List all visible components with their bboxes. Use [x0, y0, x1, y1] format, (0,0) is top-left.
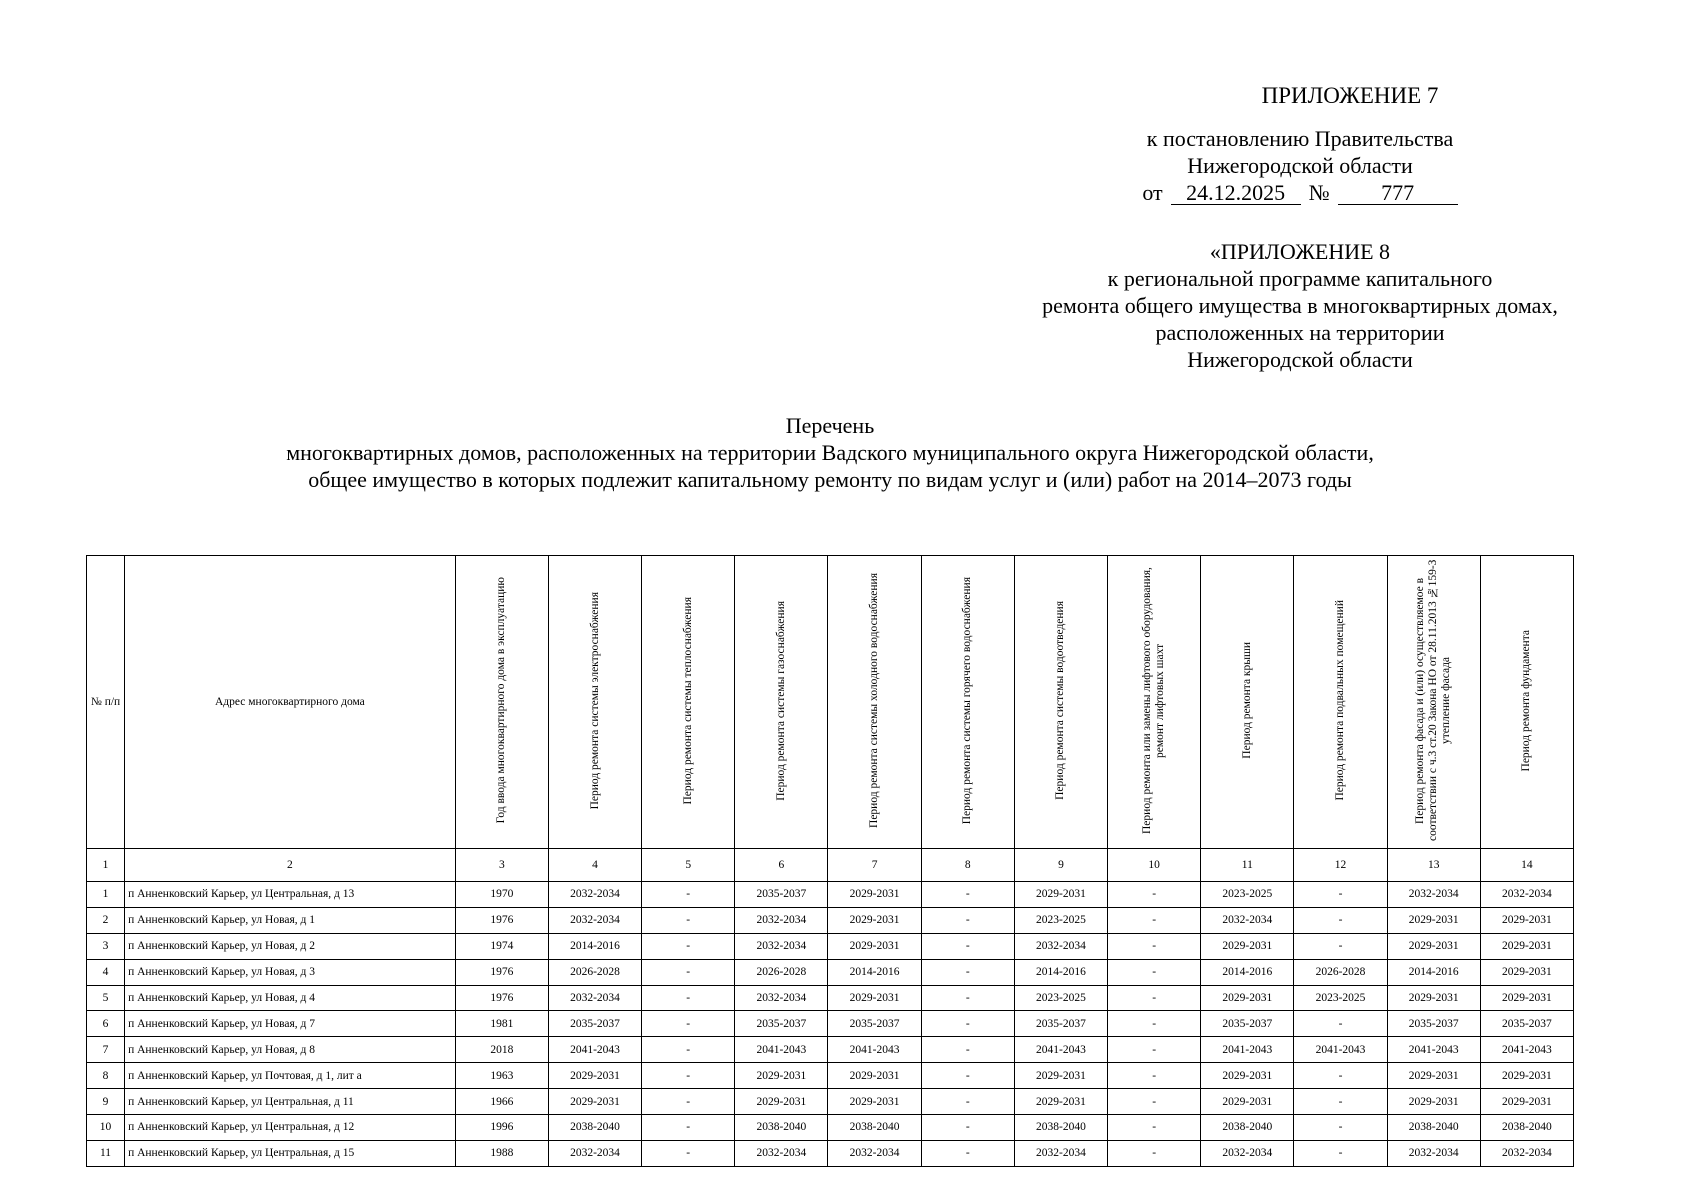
- column-number: 5: [642, 849, 735, 882]
- table-cell: 2035-2037: [1014, 1011, 1107, 1037]
- address-cell: п Анненковский Карьер, ул Почтовая, д 1, лит а: [125, 1063, 456, 1089]
- table-cell: 2032-2034: [548, 1140, 641, 1166]
- column-header-12: [1294, 556, 1387, 849]
- decree-line-2: Нижегородской области: [1187, 153, 1413, 178]
- column-header-label: Период ремонта системы холодного водоснабжения: [868, 573, 881, 828]
- address-cell: п Анненковский Карьер, ул Центральная, д 12: [125, 1115, 456, 1141]
- column-header-6: [735, 556, 828, 849]
- table-cell: 2029-2031: [828, 933, 921, 959]
- table-row: [87, 959, 1574, 985]
- table-cell: -: [1108, 985, 1201, 1011]
- row-number-cell: 8: [87, 1063, 125, 1089]
- list-title-line-1: Перечень: [785, 413, 875, 438]
- table-cell: -: [642, 1140, 735, 1166]
- column-header-label: Период ремонта подвальных помещений: [1334, 600, 1346, 801]
- table-row: [87, 933, 1574, 959]
- column-header-label: Год ввода многоквартирного дома в эксплуатацию: [495, 577, 508, 824]
- table-cell: 1970: [455, 882, 548, 908]
- table-cell: -: [642, 1063, 735, 1089]
- row-number-cell: 2: [87, 907, 125, 933]
- table-cell: -: [921, 1063, 1014, 1089]
- column-header-4: [548, 556, 641, 849]
- table-cell: 2032-2034: [735, 907, 828, 933]
- table-cell: -: [1294, 1140, 1387, 1166]
- table-row: [87, 1089, 1574, 1115]
- table-cell: 2029-2031: [1201, 1089, 1294, 1115]
- program-line-2: ремонта общего имущества в многоквартирных домах,: [1042, 293, 1558, 318]
- table-cell: 2032-2034: [1480, 1140, 1573, 1166]
- table-cell: 2038-2040: [1201, 1115, 1294, 1141]
- table-cell: 2014-2016: [1014, 959, 1107, 985]
- table-cell: 2029-2031: [1480, 985, 1573, 1011]
- table-cell: -: [921, 959, 1014, 985]
- table-cell: 2029-2031: [1201, 1063, 1294, 1089]
- table-row: [87, 985, 1574, 1011]
- row-number-cell: 7: [87, 1037, 125, 1063]
- column-header-label: Период ремонта системы горячего водоснабжения: [961, 576, 974, 825]
- column-number: 1: [87, 849, 125, 882]
- table-cell: 2029-2031: [735, 1089, 828, 1115]
- table-cell: -: [1294, 1011, 1387, 1037]
- table-cell: 2035-2037: [1201, 1011, 1294, 1037]
- appendix-title: ПРИЛОЖЕНИЕ 7: [1261, 83, 1439, 108]
- column-number: 10: [1108, 849, 1201, 882]
- table-cell: -: [921, 1011, 1014, 1037]
- table-cell: -: [921, 1037, 1014, 1063]
- column-number: 7: [828, 849, 921, 882]
- table-cell: -: [1108, 1037, 1201, 1063]
- table-cell: -: [642, 985, 735, 1011]
- table-cell: 2041-2043: [828, 1037, 921, 1063]
- table-cell: 2029-2031: [1480, 907, 1573, 933]
- table-body: [87, 882, 1574, 1167]
- column-number: 9: [1014, 849, 1107, 882]
- address-cell: п Анненковский Карьер, ул Центральная, д 13: [125, 882, 456, 908]
- table-cell: 2032-2034: [1014, 1140, 1107, 1166]
- table-cell: 2041-2043: [1201, 1037, 1294, 1063]
- table-cell: 2032-2034: [548, 907, 641, 933]
- table-cell: 2041-2043: [1387, 1037, 1480, 1063]
- table-cell: 2035-2037: [735, 1011, 828, 1037]
- decree-date-number: [1080, 179, 1520, 206]
- table-cell: -: [642, 933, 735, 959]
- table-cell: -: [1108, 1063, 1201, 1089]
- column-header-3: [455, 556, 548, 849]
- column-header-label: Период ремонта системы газоснабжения: [774, 600, 787, 801]
- table-cell: 2041-2043: [1294, 1037, 1387, 1063]
- column-number: 14: [1480, 849, 1573, 882]
- table-cell: 2029-2031: [1480, 1089, 1573, 1115]
- address-cell: п Анненковский Карьер, ул Новая, д 4: [125, 985, 456, 1011]
- table-cell: 1981: [455, 1011, 548, 1037]
- column-header-9: [1014, 556, 1107, 849]
- table-cell: 2032-2034: [735, 933, 828, 959]
- column-header-label: Период ремонта системы водоотведения: [1054, 601, 1067, 800]
- column-header-11: [1201, 556, 1294, 849]
- address-cell: п Анненковский Карьер, ул Центральная, д 15: [125, 1140, 456, 1166]
- column-header-label: Адрес многоквартирного дома: [215, 696, 365, 708]
- table-row: [87, 1115, 1574, 1141]
- table-cell: 2038-2040: [828, 1115, 921, 1141]
- table-cell: -: [1108, 1089, 1201, 1115]
- table-cell: 2029-2031: [828, 1063, 921, 1089]
- table-cell: -: [1108, 907, 1201, 933]
- table-cell: 2029-2031: [1387, 933, 1480, 959]
- table-cell: 2029-2031: [828, 882, 921, 908]
- row-number-cell: 5: [87, 985, 125, 1011]
- table-cell: 2029-2031: [1387, 985, 1480, 1011]
- table-cell: 2026-2028: [735, 959, 828, 985]
- table-cell: -: [1108, 1140, 1201, 1166]
- column-header-label: Период ремонта системы теплоснабжения: [681, 596, 694, 805]
- table-cell: 2032-2034: [828, 1140, 921, 1166]
- column-header-label: Период ремонта системы электроснабжения: [588, 591, 601, 810]
- table-cell: 1988: [455, 1140, 548, 1166]
- column-header-2: [125, 556, 456, 849]
- table-cell: 2041-2043: [1480, 1037, 1573, 1063]
- number-label: №: [1308, 180, 1330, 205]
- table-cell: 2023-2025: [1294, 985, 1387, 1011]
- table-cell: 1966: [455, 1089, 548, 1115]
- table-cell: 2035-2037: [735, 882, 828, 908]
- table-cell: 2029-2031: [828, 1089, 921, 1115]
- table-row: [87, 907, 1574, 933]
- address-cell: п Анненковский Карьер, ул Новая, д 3: [125, 959, 456, 985]
- decree-number: 777: [1338, 182, 1458, 205]
- table-cell: 2032-2034: [735, 1140, 828, 1166]
- table-cell: 2029-2031: [1201, 985, 1294, 1011]
- program-line-3: расположенных на территории: [1155, 320, 1445, 345]
- table-cell: 2029-2031: [828, 985, 921, 1011]
- table-cell: 2038-2040: [1480, 1115, 1573, 1141]
- table-cell: -: [1108, 882, 1201, 908]
- table-cell: 2029-2031: [548, 1063, 641, 1089]
- table-cell: 2023-2025: [1014, 907, 1107, 933]
- column-number: 11: [1201, 849, 1294, 882]
- table-cell: 2023-2025: [1201, 882, 1294, 908]
- program-reference: [1000, 238, 1600, 373]
- table-cell: -: [642, 1011, 735, 1037]
- table-cell: 2035-2037: [548, 1011, 641, 1037]
- address-cell: п Анненковский Карьер, ул Новая, д 7: [125, 1011, 456, 1037]
- column-number: 6: [735, 849, 828, 882]
- table-cell: 2029-2031: [735, 1063, 828, 1089]
- table-cell: -: [1294, 1063, 1387, 1089]
- table-cell: 2038-2040: [548, 1115, 641, 1141]
- table-cell: 2038-2040: [735, 1115, 828, 1141]
- column-header-label: Период ремонта крыши: [1240, 642, 1253, 759]
- table-cell: 2026-2028: [1294, 959, 1387, 985]
- row-number-cell: 10: [87, 1115, 125, 1141]
- table-cell: -: [1108, 959, 1201, 985]
- table-column-numbers-row: [87, 849, 1574, 882]
- table-cell: 2023-2025: [1014, 985, 1107, 1011]
- table-row: [87, 1011, 1574, 1037]
- table-cell: 1963: [455, 1063, 548, 1089]
- table-cell: -: [1108, 1011, 1201, 1037]
- address-cell: п Анненковский Карьер, ул Центральная, д 11: [125, 1089, 456, 1115]
- table-cell: 2026-2028: [548, 959, 641, 985]
- table-cell: -: [921, 985, 1014, 1011]
- table-cell: 1976: [455, 985, 548, 1011]
- table-cell: 2041-2043: [735, 1037, 828, 1063]
- column-header-label: Период ремонта или замены лифтового оборудования, ремонт лифтовых шахт: [1141, 567, 1167, 834]
- table-cell: -: [921, 1089, 1014, 1115]
- decree-date: 24.12.2025: [1171, 182, 1301, 205]
- table-cell: 2032-2034: [1387, 882, 1480, 908]
- table-cell: -: [642, 907, 735, 933]
- column-header-14: [1480, 556, 1573, 849]
- table-cell: 2041-2043: [1014, 1037, 1107, 1063]
- table-cell: 2035-2037: [1480, 1011, 1573, 1037]
- table-cell: 2035-2037: [828, 1011, 921, 1037]
- table-cell: 2029-2031: [1480, 959, 1573, 985]
- row-number-cell: 9: [87, 1089, 125, 1115]
- table-cell: 2032-2034: [1014, 933, 1107, 959]
- table-cell: 1976: [455, 959, 548, 985]
- column-header-10: [1108, 556, 1201, 849]
- table-row: [87, 1037, 1574, 1063]
- table-cell: 1996: [455, 1115, 548, 1141]
- table-cell: -: [642, 1089, 735, 1115]
- table-cell: -: [921, 933, 1014, 959]
- table-cell: 2032-2034: [1480, 882, 1573, 908]
- column-header-label: № п/п: [90, 696, 121, 708]
- row-number-cell: 1: [87, 882, 125, 908]
- address-cell: п Анненковский Карьер, ул Новая, д 2: [125, 933, 456, 959]
- column-number: 4: [548, 849, 641, 882]
- column-header-1: [87, 556, 125, 849]
- column-header-7: [828, 556, 921, 849]
- program-title: «ПРИЛОЖЕНИЕ 8: [1209, 239, 1391, 264]
- buildings-table: [86, 555, 1574, 1167]
- list-title-line-2: многоквартирных домов, расположенных на территории Вадского муниципального округа Нижегородской области,: [286, 440, 1374, 465]
- decree-reference: [1080, 125, 1520, 206]
- table-cell: 2029-2031: [1480, 1063, 1573, 1089]
- table-cell: -: [921, 907, 1014, 933]
- table-cell: -: [921, 1115, 1014, 1141]
- column-number: 3: [455, 849, 548, 882]
- table-cell: 1976: [455, 907, 548, 933]
- table-cell: 2014-2016: [1201, 959, 1294, 985]
- table-cell: 2032-2034: [548, 985, 641, 1011]
- table-cell: 2038-2040: [1014, 1115, 1107, 1141]
- table-cell: -: [1294, 907, 1387, 933]
- table-cell: -: [921, 882, 1014, 908]
- column-number: 8: [921, 849, 1014, 882]
- table-cell: 2014-2016: [828, 959, 921, 985]
- table-cell: 2038-2040: [1387, 1115, 1480, 1141]
- table-cell: -: [1108, 1115, 1201, 1141]
- row-number-cell: 3: [87, 933, 125, 959]
- table-cell: 2032-2034: [1201, 1140, 1294, 1166]
- column-number: 2: [125, 849, 456, 882]
- table-cell: 2032-2034: [735, 985, 828, 1011]
- table-cell: 2029-2031: [1014, 1063, 1107, 1089]
- table-header-row: [87, 556, 1574, 849]
- decree-line-1: к постановлению Правительства: [1146, 126, 1454, 151]
- address-cell: п Анненковский Карьер, ул Новая, д 1: [125, 907, 456, 933]
- table-cell: 2032-2034: [1387, 1140, 1480, 1166]
- table-cell: 2032-2034: [548, 882, 641, 908]
- table-cell: 2035-2037: [1387, 1011, 1480, 1037]
- column-number: 13: [1387, 849, 1480, 882]
- row-number-cell: 6: [87, 1011, 125, 1037]
- table-cell: 2014-2016: [548, 933, 641, 959]
- table-cell: 1974: [455, 933, 548, 959]
- table-cell: -: [642, 1037, 735, 1063]
- table-cell: -: [1294, 882, 1387, 908]
- table-cell: 2029-2031: [548, 1089, 641, 1115]
- row-number-cell: 11: [87, 1140, 125, 1166]
- table-cell: 2029-2031: [1201, 933, 1294, 959]
- column-number: 12: [1294, 849, 1387, 882]
- table-cell: 2018: [455, 1037, 548, 1063]
- table-cell: 2032-2034: [1201, 907, 1294, 933]
- table-cell: 2029-2031: [1480, 933, 1573, 959]
- table-cell: 2029-2031: [828, 907, 921, 933]
- table-cell: -: [642, 1115, 735, 1141]
- list-title-line-3: общее имущество в которых подлежит капитальному ремонту по видам услуг и (или) работ на 2014–2073 годы: [308, 467, 1352, 492]
- table-cell: -: [921, 1140, 1014, 1166]
- table-cell: -: [1108, 933, 1201, 959]
- program-line-4: Нижегородской области: [1187, 347, 1413, 372]
- table-cell: 2029-2031: [1014, 1089, 1107, 1115]
- table-cell: -: [642, 882, 735, 908]
- address-cell: п Анненковский Карьер, ул Новая, д 8: [125, 1037, 456, 1063]
- table-row: [87, 1140, 1574, 1166]
- list-title: [130, 412, 1530, 493]
- table-row: [87, 882, 1574, 908]
- table-cell: 2014-2016: [1387, 959, 1480, 985]
- table-cell: 2029-2031: [1014, 882, 1107, 908]
- program-line-1: к региональной программе капитального: [1107, 266, 1493, 291]
- table-cell: 2041-2043: [548, 1037, 641, 1063]
- table-cell: -: [1294, 1089, 1387, 1115]
- row-number-cell: 4: [87, 959, 125, 985]
- table-cell: 2029-2031: [1387, 907, 1480, 933]
- table-row: [87, 1063, 1574, 1089]
- column-header-label: Период ремонта фасада и (или) осуществляемое в соответствии с ч.3 ст.20 Закона НО от 28.11.2013 №159-З утепление фасада: [1414, 559, 1453, 842]
- table-cell: -: [642, 959, 735, 985]
- table-cell: -: [1294, 1115, 1387, 1141]
- column-header-8: [921, 556, 1014, 849]
- column-header-13: [1387, 556, 1480, 849]
- from-label: от: [1142, 180, 1163, 205]
- table-cell: 2029-2031: [1387, 1063, 1480, 1089]
- table-cell: 2029-2031: [1387, 1089, 1480, 1115]
- column-header-label: Период ремонта фундамента: [1520, 629, 1533, 772]
- column-header-5: [642, 556, 735, 849]
- table-cell: -: [1294, 933, 1387, 959]
